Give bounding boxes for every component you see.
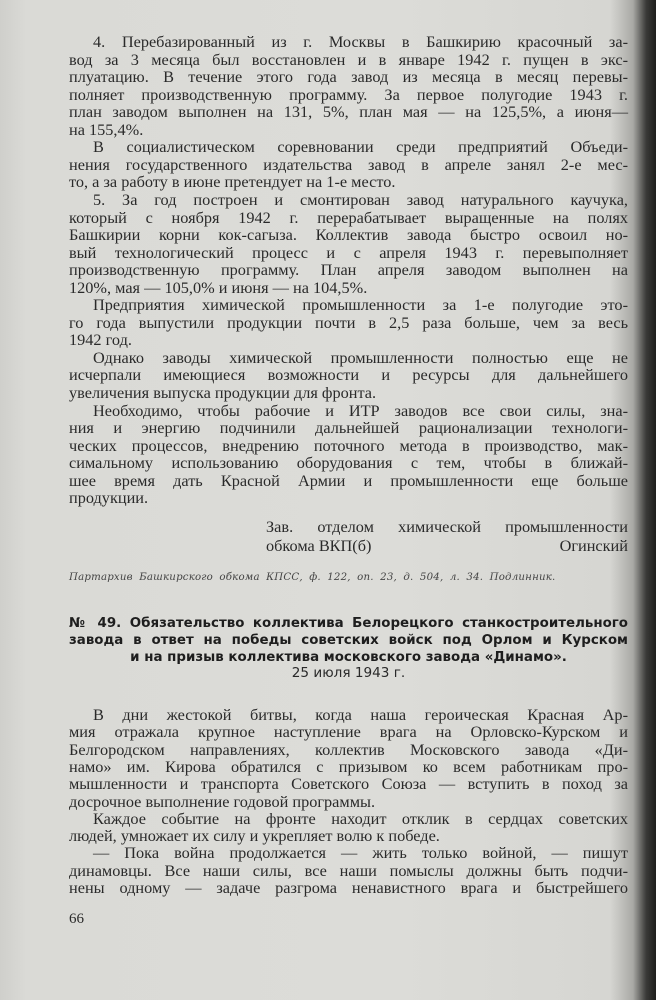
- text-line: 4. Перебазированный из г. Москвы в Башкирию красочный за-: [93, 32, 628, 51]
- text-line: — Пока война продолжается — жить только войной, — пишут: [93, 843, 628, 863]
- text-line: мия отражала крупное наступление врага на Орловско-Курском и: [69, 722, 628, 742]
- text-line: то, а за работу в июне претендует на 1-е место.: [69, 172, 396, 192]
- text-line: Необходимо, чтобы рабочие и ИТР заводов все свои силы, зна-: [93, 400, 628, 420]
- text-line: который с ноября 1942 г. перерабатывает выращенные на полях: [69, 207, 628, 227]
- signature-name: Огинский: [559, 536, 628, 555]
- text-line: увеличения выпуска продукции для фронта.: [69, 383, 377, 402]
- document-title-line-3: и на призыв коллектива московского завода «Динамо».: [130, 650, 567, 665]
- text-line: го года выпустили продукции почти в 2,5 раза больше, чем за весь: [69, 312, 628, 332]
- text-line: продукции.: [69, 488, 149, 508]
- text-line: полняет производственную программу. За первое полугодие 1943 г.: [69, 84, 628, 104]
- archive-reference: Партархив Башкирского обкома КПСС, ф. 122, оп. 23, д. 504, л. 34. Подлинник.: [69, 572, 556, 583]
- text-line: намо» им. Кирова обратился с призывом ко всем работникам про-: [69, 756, 628, 776]
- text-line: Белгородском направлениях, коллектив Московского завода «Ди-: [69, 739, 628, 759]
- text-line: 5. За год построен и смонтирован завод натурального каучука,: [93, 189, 628, 209]
- text-line: В социалистическом соревновании среди предприятий Объеди-: [93, 137, 628, 157]
- text-line: Башкирии корни кок-сагыза. Коллектив завода быстро освоил но-: [69, 225, 628, 245]
- text-line: мышленности и транспорта Советского Союза — вступить в поход за: [69, 774, 628, 794]
- text-line: Каждое событие на фронте находит отклик в сердцах советских: [93, 808, 628, 828]
- text-line: исчерпали имеющиеся возможности и ресурсы для дальнейшего: [69, 365, 628, 385]
- text-line: нены одному — задаче разгрома ненавистного врага и быстрейшего: [69, 878, 628, 897]
- document-title-line-1: № 49. Обязательство коллектива Белорецкого станкостроительного: [69, 616, 628, 631]
- text-line: 120%, мая — 105,0% и июня — на 104,5%.: [69, 277, 368, 297]
- text-line: на 155,4%.: [69, 119, 144, 139]
- text-line: Однако заводы химической промышленности полностью еще не: [93, 347, 628, 367]
- text-line: В дни жестокой битвы, когда наша героическая Красная Ар-: [93, 705, 628, 724]
- text-line: людей, умножает их силу и укрепляет волю к победе.: [69, 826, 440, 846]
- text-line: производственную программу. План апреля заводом выполнен на: [69, 260, 628, 280]
- text-line: досрочное выполнение годовой программы.: [69, 791, 376, 811]
- text-line: Предприятия химической промышленности за 1-е полугодие это-: [93, 295, 628, 315]
- text-line: нения государственного издательства завод в апреле занял 2-е мес-: [69, 154, 628, 174]
- document-date: 25 июля 1943 г.: [291, 665, 406, 681]
- text-line: 1942 год.: [69, 330, 132, 350]
- text-line: ния и энергию подчинили дальнейшей рационализации технологи-: [69, 418, 628, 438]
- text-line: симальному использованию оборудования с тем, чтобы в ближай-: [69, 453, 628, 473]
- signature-org: обкома ВКП(б): [266, 536, 372, 555]
- text-line: вый технологический процесс и с апреля 1943 г. перевыполняет: [69, 242, 628, 262]
- text-line: ческих процессов, внедрению поточного метода в производство, мак-: [69, 435, 628, 455]
- document-title-line-2: завода в ответ на победы советских войск под Орлом и Курском: [69, 633, 628, 648]
- text-line: план заводом выполнен на 131, 5%, план мая — на 125,5%, а июня—: [69, 102, 628, 122]
- text-line: плуатацию. В течение этого года завод из месяца в месяц перевы-: [69, 67, 628, 87]
- text-line: шее время дать Красной Армии и промышленности еще больше: [69, 470, 628, 490]
- signature-position: Зав. отделом химической промышленности: [266, 517, 628, 536]
- text-line: динамовцы. Все наши силы, все наши помыслы должны быть подчи-: [69, 860, 628, 880]
- text-line: вод за 3 месяца был восстановлен и в январе 1942 г. пущен в экс-: [69, 49, 628, 69]
- page-number: 66: [69, 911, 84, 927]
